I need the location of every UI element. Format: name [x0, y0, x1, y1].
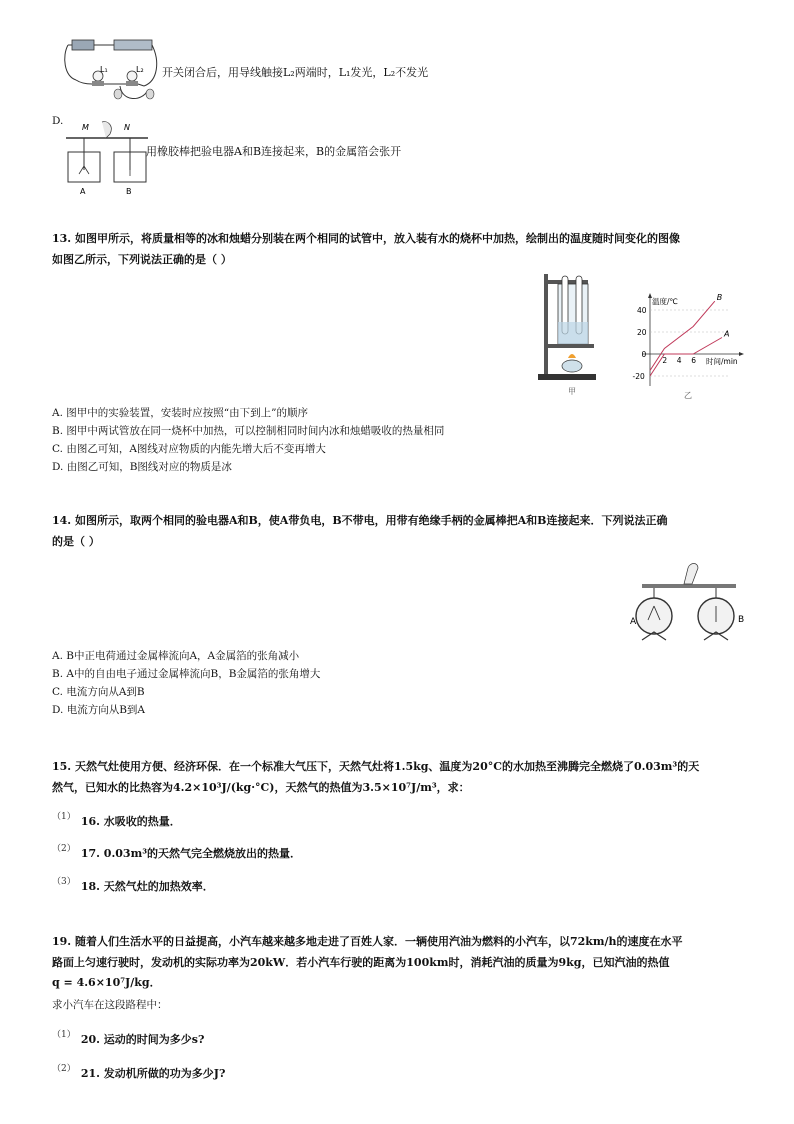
sub-number: （1） — [52, 1030, 76, 1040]
electroscope-rod-figure — [626, 560, 756, 646]
q13-option-d[interactable]: D. 由图乙可知，B图线对应的物质是冰 — [52, 461, 232, 473]
electroscope-b-label: B — [738, 615, 745, 625]
q14-option-a[interactable]: A. B中正电荷通过金属棒流向A，A金属箔的张角减小 — [52, 650, 300, 662]
q13-option-c[interactable]: C. 由图乙可知，A图线对应物质的内能先增大后不变再增大 — [52, 443, 326, 455]
x-tick-label: 4 — [676, 356, 682, 365]
lamp-l1-label: L₁ — [100, 65, 108, 74]
sub-text: 17. 0.03m³的天然气完全燃烧放出的热量． — [80, 847, 302, 860]
q13-stem-line1: 13. 如图甲所示，将质量相等的冰和烛蜡分别装在两个相同的试管中，放入装有水的烧杯中加热，绘制出的温度随时间变化的图像 — [52, 232, 680, 245]
q19-stem-line3: q = 4.6×10⁷J/kg． — [52, 976, 161, 989]
series-label-a: A — [724, 329, 730, 339]
q19-stem-line2: 路面上匀速行驶时，发动机的实际功率为20kW．若小汽车行驶的距离为100km时，消耗汽油的质量为9kg，已知汽油的热值 — [52, 956, 670, 969]
q12-option-d-text: 用橡胶棒把验电器A和B连接起来，B的金属箔会张开 — [146, 145, 402, 158]
sub-text: 18. 天然气灶的加热效率． — [80, 880, 214, 893]
y-tick-label: 0 — [641, 350, 647, 359]
q12-option-c-text: 开关闭合后，用导线触接L₂两端时，L₁发光，L₂不发光 — [162, 66, 429, 79]
x-tick-label: 6 — [691, 356, 696, 365]
sub-text: 21. 发动机所做的功为多少J? — [80, 1067, 226, 1080]
q13-option-b[interactable]: B. 图甲中两试管放在同一烧杯中加热，可以控制相同时间内冰和烛蜡吸收的热量相同 — [52, 425, 445, 437]
label-n: N — [124, 123, 130, 132]
q15-sub-2 — [52, 836, 302, 860]
q15-stem-line2: 然气，已知水的比热容为4.2×10³J/(kg·°C)，天然气的热值为3.5×10⁷J/m³，求： — [52, 781, 470, 794]
q19-sub-2 — [52, 1056, 226, 1080]
electroscope-pair-figure — [62, 118, 150, 198]
temperature-time-chart — [622, 290, 752, 402]
circuit-figure — [62, 36, 162, 108]
series-label-b: B — [716, 293, 723, 303]
label-b: B — [126, 187, 132, 196]
q14-stem-line2: 的是（ ） — [52, 535, 100, 548]
electroscope-a-label: A — [630, 617, 637, 627]
figure-yi-label: 乙 — [684, 391, 692, 400]
q14-option-b[interactable]: B. A中的自由电子通过金属棒流向B，B金属箔的张角增大 — [52, 668, 321, 680]
y-axis-label: 温度/℃ — [652, 297, 678, 306]
label-a: A — [80, 187, 86, 196]
q14-option-c[interactable]: C. 电流方向从A到B — [52, 686, 145, 698]
q15-stem-line1: 15. 天然气灶使用方便、经济环保．在一个标准大气压下，天然气灶将1.5kg、温度为20°C的水加热至沸腾完全燃烧了0.03m³的天 — [52, 760, 700, 773]
x-axis-label: 时间/min — [706, 357, 738, 366]
sub-number: （2） — [52, 844, 76, 854]
sub-number: （2） — [52, 1064, 76, 1074]
sub-text: 20. 运动的时间为多少s? — [80, 1033, 205, 1046]
q14-option-d[interactable]: D. 电流方向从B到A — [52, 704, 146, 716]
heating-apparatus-figure — [538, 272, 610, 400]
y-tick-label: 40 — [637, 306, 647, 315]
q19-stem-line1: 19. 随着人们生活水平的日益提高，小汽车越来越多地走进了百姓人家．一辆使用汽油为燃料的小汽车，以72km/h的速度在水平 — [52, 935, 683, 948]
q15-sub-3 — [52, 869, 214, 893]
q12-option-d-label: D. — [52, 115, 64, 127]
q15-sub-1 — [52, 804, 181, 828]
q19-ask: 求小汽车在这段路程中： — [52, 999, 168, 1011]
x-tick-label: 2 — [662, 356, 668, 365]
label-m: M — [82, 123, 89, 132]
q14-stem-line1: 14. 如图所示，取两个相同的验电器A和B，使A带负电，B不带电，用带有绝缘手柄的金属棒把A和B连接起来．下列说法正确 — [52, 514, 668, 527]
y-tick-label: -20 — [632, 372, 645, 381]
y-tick-label: 20 — [637, 328, 647, 337]
sub-number: （3） — [52, 877, 76, 887]
q13-option-a[interactable]: A. 图甲中的实验装置，安装时应按照“由下到上”的顺序 — [52, 407, 308, 419]
sub-text: 16. 水吸收的热量． — [80, 815, 181, 828]
figure-jia-label: 甲 — [568, 387, 576, 396]
q13-stem-line2: 如图乙所示，下列说法正确的是（ ） — [52, 253, 232, 266]
sub-number: （1） — [52, 812, 76, 822]
q19-sub-1 — [52, 1022, 205, 1046]
lamp-l2-label: L₂ — [136, 65, 144, 74]
